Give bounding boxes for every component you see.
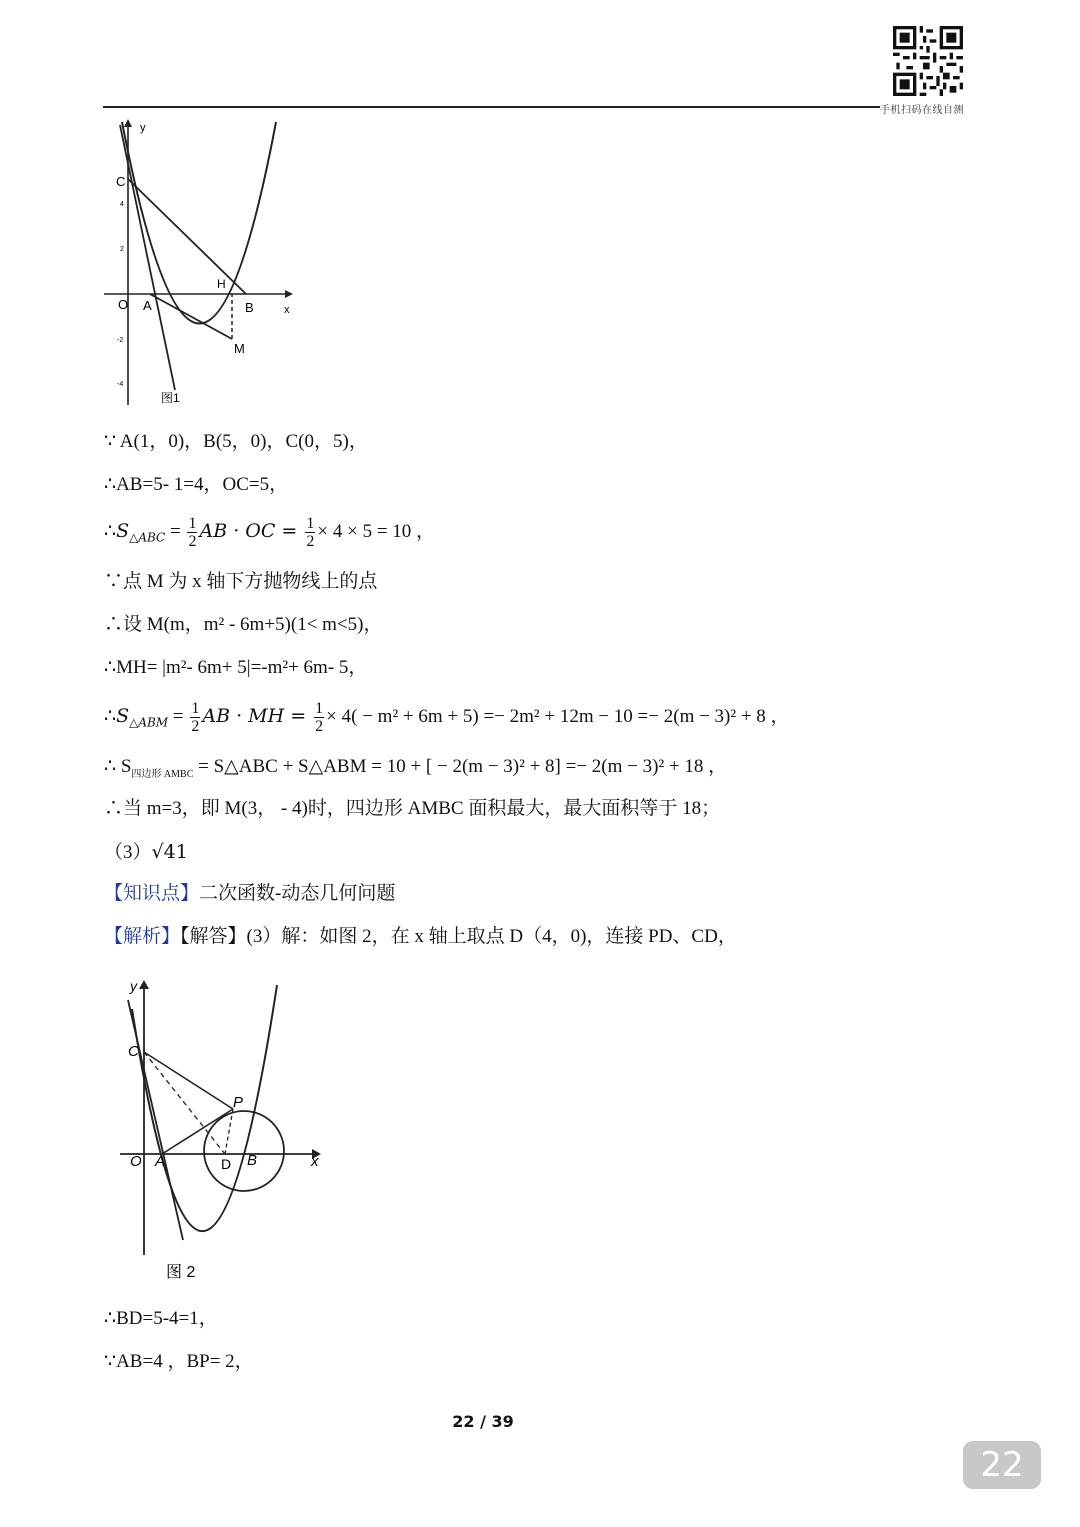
- line-ac: [128, 1000, 183, 1240]
- fraction-half: $\frac{1}{2}$: [188, 515, 197, 550]
- line-given-points: ∵ A(1，0)，B(5，0)，C(0，5)，: [104, 431, 368, 452]
- page-badge: 22: [963, 1441, 1041, 1489]
- label-c: C: [128, 1043, 139, 1060]
- line-mh: ∴MH= |m²- 6m+ 5|=-m²+ 6m- 5，: [104, 657, 368, 678]
- segment-ap: [162, 1109, 233, 1154]
- sqrt-41: √41: [151, 841, 188, 863]
- fraction-half: $\frac{1}{2}$: [315, 700, 324, 735]
- label-b: B: [247, 1152, 258, 1169]
- line-area-abc: $\therefore S_{\triangle ABC}$ = $\frac{1}{2}$ AB · OC = $\frac{1}{2}$ × 4 × 5 = 10 ，: [104, 515, 436, 550]
- line-max-area: ∴当 m=3，即 M(3， - 4)时，四边形 AMBC 面积最大，最大面积等于 18；: [104, 798, 721, 819]
- y-axis-arrow: [124, 119, 132, 127]
- label-o: O: [130, 1153, 142, 1170]
- label-p: P: [233, 1094, 244, 1111]
- tick-2: 2: [120, 246, 124, 253]
- segment-cb: [128, 179, 246, 294]
- label-h: H: [217, 277, 226, 291]
- label-m: M: [234, 341, 245, 356]
- label-a: A: [143, 298, 152, 313]
- line-set-m: ∴设 M(m，m² - 6m+5)(1< m<5)，: [104, 614, 383, 635]
- label-b: B: [245, 300, 254, 315]
- tick-neg-2: -2: [117, 337, 124, 344]
- label-o: O: [118, 297, 129, 312]
- y-axis-arrow: [139, 980, 149, 989]
- tick-neg-4: -4: [117, 381, 124, 388]
- figure-1: [100, 115, 300, 410]
- qr-caption: 手机扫码在线自测: [880, 105, 964, 116]
- label-y: y: [140, 122, 146, 134]
- parabola: [132, 985, 277, 1231]
- line-ab-bp: ∵AB=4 ，BP= 2，: [104, 1351, 254, 1372]
- line-ab-oc: ∴AB=5- 1=4，OC=5，: [104, 474, 289, 495]
- line-knowledge-point: 【知识点】二次函数-动态几何问题: [104, 883, 396, 904]
- line-answer-3: （3）√41: [104, 841, 188, 863]
- line-solution: 【解析】【解答】(3）解：如图 2，在 x 轴上取点 D（4，0)，连接 PD、CD，: [104, 926, 737, 947]
- header-rule: [103, 106, 880, 108]
- qr-code: [893, 26, 963, 96]
- knowledge-tag: 【知识点】: [104, 883, 200, 904]
- label-c: C: [116, 174, 126, 189]
- label-a: A: [155, 1153, 166, 1170]
- figure-1-caption: 图1: [161, 391, 180, 405]
- line-point-m: ∵点 M 为 x 轴下方抛物线上的点: [104, 571, 378, 592]
- fraction-half: $\frac{1}{2}$: [191, 700, 200, 735]
- x-axis-arrow: [285, 290, 293, 298]
- fraction-half: $\frac{1}{2}$: [306, 515, 315, 550]
- figure-2-caption: 图 2: [166, 1264, 196, 1281]
- line-area-quad: ∴ $S_{四边形 AMBC}$ = S△ABC + S△ABM = 10 + [ − 2(m − 3)² + 8] =− 2(m − 3)² + 18 ，: [104, 756, 728, 780]
- label-x: x: [311, 1153, 319, 1170]
- page-indicator: 22 / 39: [452, 1412, 514, 1431]
- label-y: y: [130, 978, 137, 994]
- analysis-tag: 【解析】: [104, 926, 181, 947]
- segment-cp: [144, 1052, 233, 1109]
- line-bd: ∴BD=5-4=1，: [104, 1308, 218, 1329]
- label-x: x: [284, 304, 290, 316]
- label-d: D: [221, 1156, 232, 1172]
- line-area-abm: $\therefore S_{\triangle ABM}$ = $\frac{1}{2}$ AB · MH = $\frac{1}{2}$ × 4( − m² + 6m + 5) =− 2m² + 12m − 10 =− 2(m − 3)² + 8 ，: [104, 700, 790, 735]
- tick-4: 4: [120, 201, 124, 208]
- figure-2: [115, 975, 335, 1285]
